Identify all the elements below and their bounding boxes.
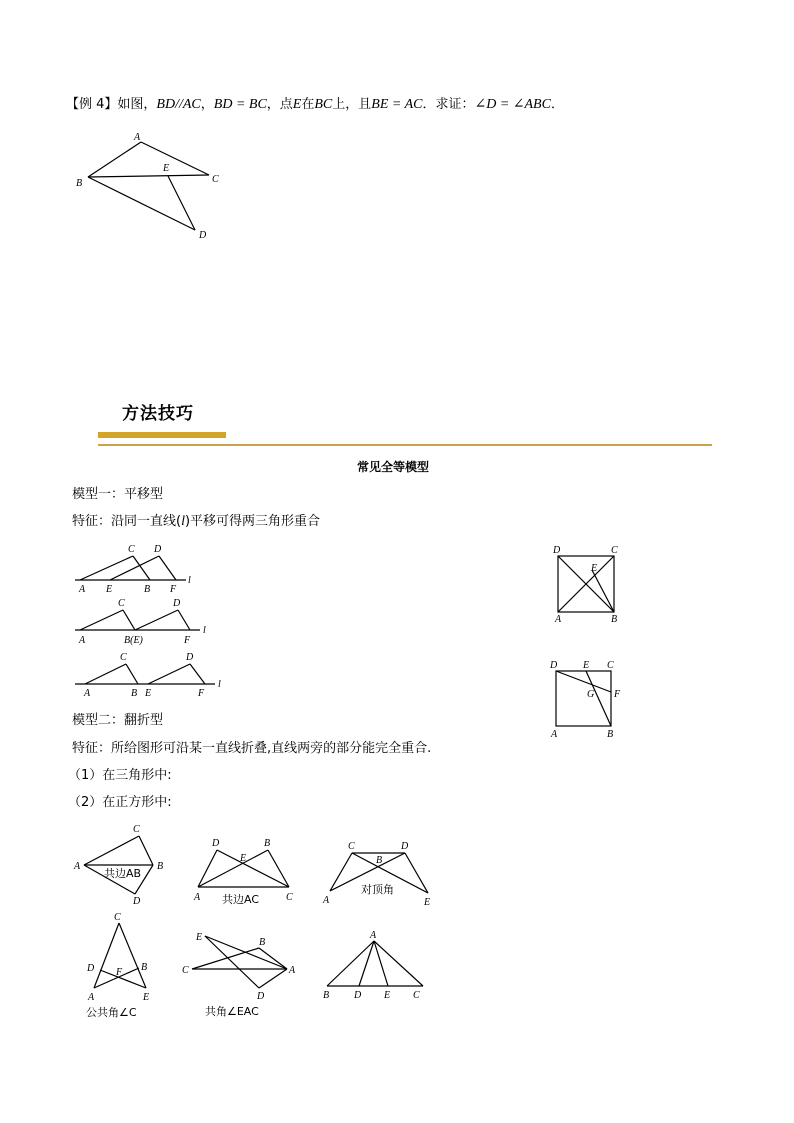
model1-title: 模型一：平移型: [72, 487, 164, 502]
fig3-label-b: B: [131, 688, 138, 699]
m2f5-label-d: D: [257, 991, 265, 1002]
fig2-label-d: D: [173, 598, 181, 609]
example-tag: 【例 4】: [66, 97, 118, 112]
fig2-label-c: C: [118, 598, 125, 609]
fig1-label-d: D: [154, 544, 162, 555]
example-intro: 如图，: [117, 97, 157, 112]
example-point-e: E: [292, 97, 302, 112]
m2f2-caption: 共边AC: [222, 893, 260, 906]
sq1-label-d: D: [553, 545, 561, 556]
example-mid: ，点: [266, 97, 293, 112]
fig3-label-l: l: [218, 679, 221, 690]
m2f5-label-a: A: [289, 965, 296, 976]
example-label-e: E: [163, 163, 170, 174]
sq2-label-g: G: [587, 689, 595, 700]
fig2-label-l: l: [203, 625, 206, 636]
m2f3-caption: 对顶角: [361, 883, 394, 896]
example-label-d: D: [199, 230, 207, 241]
m2f3-label-c: C: [348, 841, 355, 852]
m2f4-label-e: E: [143, 992, 150, 1003]
model2-feature: 特征：所给图形可沿某一直线折叠,直线两旁的部分能完全重合.: [72, 741, 432, 756]
m2f6-label-e: E: [384, 990, 391, 1001]
sq1-label-a: A: [555, 614, 562, 625]
m2f1-label-c: C: [133, 824, 140, 835]
m2f6-label-c: C: [413, 990, 420, 1001]
model2-case1: （1）在三角形中:: [68, 768, 172, 783]
m2f2-label-c: C: [286, 892, 293, 903]
m2f4-label-f: F: [116, 967, 123, 978]
example-end: ．: [550, 97, 564, 112]
m2f2-label-d: D: [212, 838, 220, 849]
example-equal: BD = BC: [213, 97, 267, 112]
example-and: 上，且: [332, 97, 372, 112]
sq1-label-c: C: [611, 545, 618, 556]
example-bc: BC: [314, 97, 333, 112]
sq2-label-b: B: [607, 729, 614, 740]
fig2-label-be: B(E): [124, 635, 143, 646]
sq2-label-e: E: [583, 660, 590, 671]
model2-case2: （2）在正方形中:: [68, 795, 172, 810]
fig1-label-a: A: [79, 584, 86, 595]
fig1-label-b: B: [144, 584, 151, 595]
model1-feature-suffix: )平移可得两三角形重合: [184, 514, 321, 529]
m2f1-label-a: A: [74, 861, 81, 872]
example-be-ac: BE = AC: [371, 97, 423, 112]
fig1-label-c: C: [128, 544, 135, 555]
example-prove: ．求证：: [422, 97, 475, 112]
m2f4-label-a: A: [88, 992, 95, 1003]
example-label-c: C: [212, 174, 219, 185]
fig1-label-e: E: [106, 584, 113, 595]
sq1-label-b: B: [611, 614, 618, 625]
example-parallel: BD//AC: [156, 97, 201, 112]
m2f2-label-a: A: [194, 892, 201, 903]
m2f6-label-a: A: [370, 930, 377, 941]
m2f4-label-d: D: [87, 963, 95, 974]
fig1-label-f: F: [170, 584, 177, 595]
m2f4-label-b: B: [141, 962, 148, 973]
example-label-b: B: [76, 178, 83, 189]
m2f1-caption: 共边AB: [104, 867, 142, 880]
example-sep: ，: [200, 97, 214, 112]
m2f1-label-b: B: [157, 861, 164, 872]
m2f4-caption: 公共角∠C: [86, 1006, 137, 1019]
m2f5-label-c: C: [182, 965, 189, 976]
sq2-label-d: D: [550, 660, 558, 671]
model2-title: 模型二：翻折型: [72, 713, 164, 728]
m2f5-label-b: B: [259, 937, 266, 948]
models-title: 常见全等模型: [357, 460, 430, 474]
fig3-label-a: A: [84, 688, 91, 699]
m2f5-label-e: E: [196, 932, 203, 943]
m2f4-label-c: C: [114, 912, 121, 923]
m2f2-label-b: B: [264, 838, 271, 849]
m2f2-label-e: E: [240, 853, 247, 864]
example-label-a: A: [134, 132, 141, 143]
m2f6-label-b: B: [323, 990, 330, 1001]
fig3-label-f: F: [198, 688, 205, 699]
example-on: 在: [301, 97, 315, 112]
fig3-label-e: E: [145, 688, 152, 699]
sq1-label-e: E: [591, 563, 598, 574]
sq2-label-c: C: [607, 660, 614, 671]
sq2-label-a: A: [551, 729, 558, 740]
fig2-label-a: A: [79, 635, 86, 646]
m2f1-label-d: D: [133, 896, 141, 907]
m2f5-caption: 共角∠EAC: [205, 1005, 259, 1018]
sq2-label-f: F: [614, 689, 621, 700]
fig1-label-l: l: [188, 575, 191, 586]
fig3-label-c: C: [120, 652, 127, 663]
m2f3-label-b: B: [376, 855, 383, 866]
example-goal: ∠D = ∠ABC: [474, 97, 551, 112]
model1-feature-var: l: [181, 514, 185, 529]
m2f3-label-d: D: [401, 841, 409, 852]
fig3-label-d: D: [186, 652, 194, 663]
section-heading: 方法技巧: [122, 404, 194, 424]
model1-feature-prefix: 特征：沿同一直线(: [72, 514, 182, 529]
m2f6-label-d: D: [354, 990, 362, 1001]
m2f3-label-e: E: [424, 897, 431, 908]
m2f3-label-a: A: [323, 895, 330, 906]
fig2-label-f: F: [184, 635, 191, 646]
